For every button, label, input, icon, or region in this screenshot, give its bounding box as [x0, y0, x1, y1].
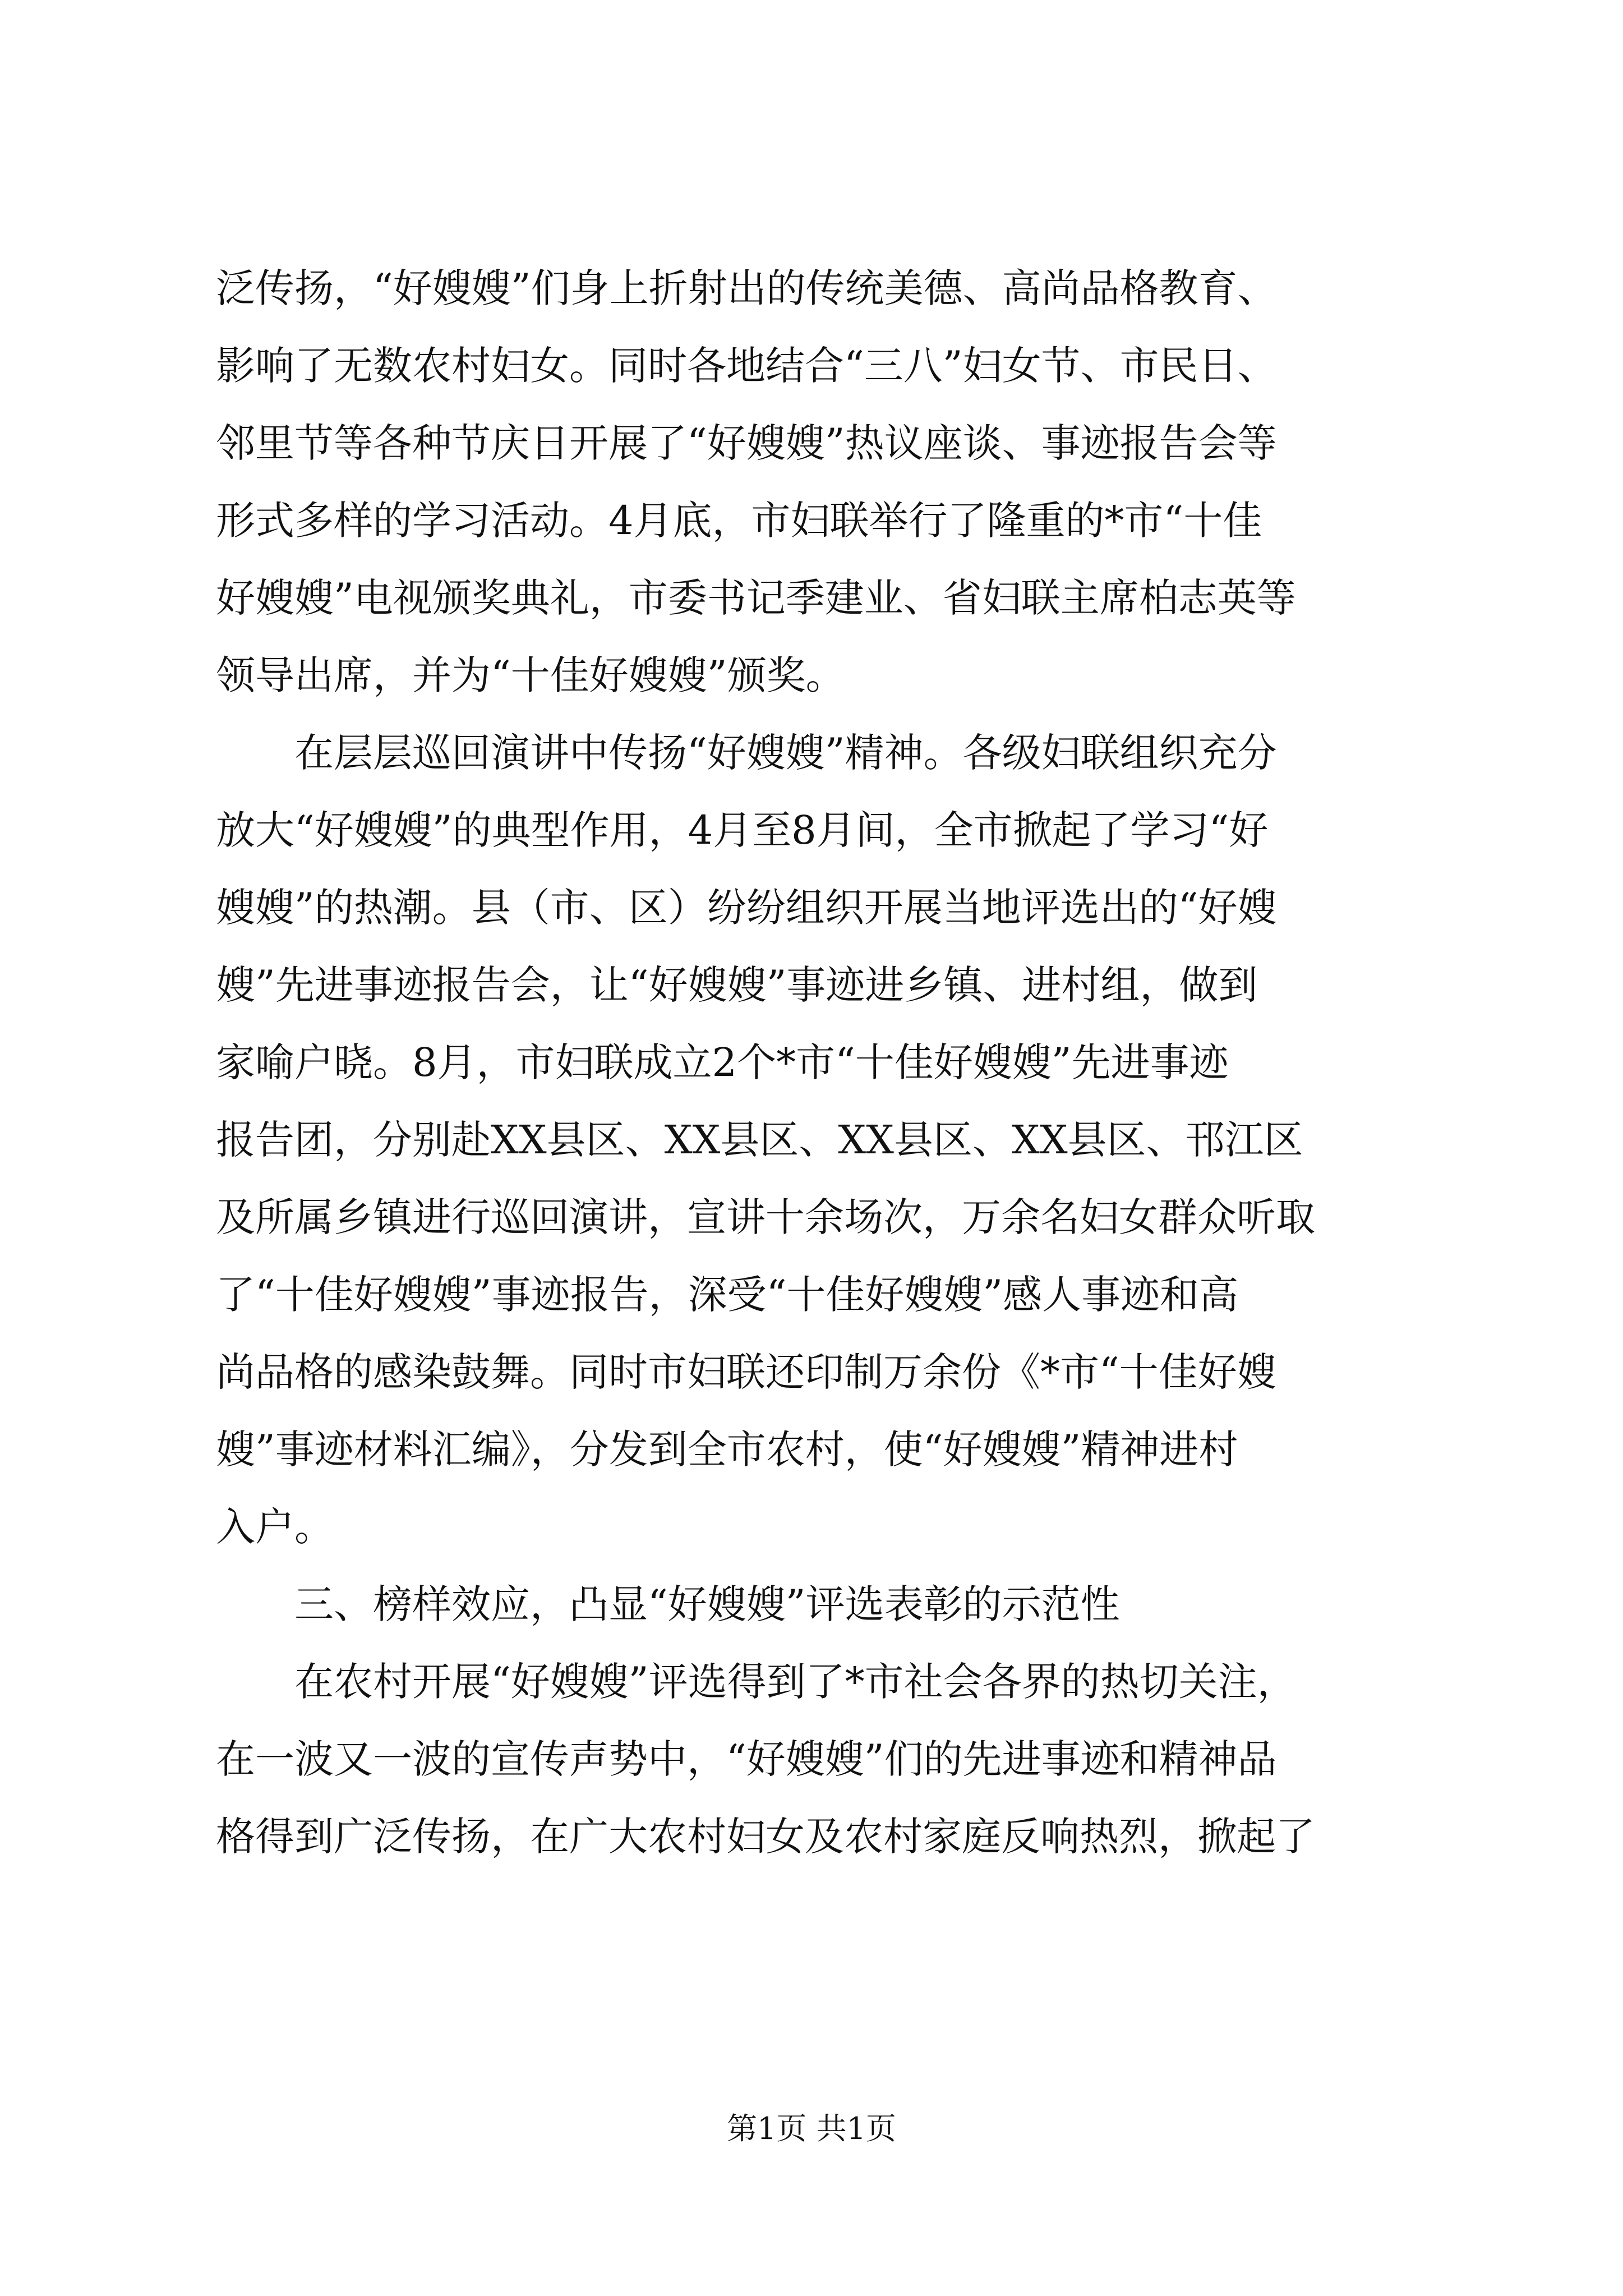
- text-line: 在层层巡回演讲中传扬“好嫂嫂”精神。各级妇联组织充分: [216, 730, 1277, 776]
- text-line: 嫂”事迹材料汇编》，分发到全市农村，使“好嫂嫂”精神进村: [216, 1427, 1238, 1473]
- text-line: 领导出席，并为“十佳好嫂嫂”颁奖。: [216, 652, 845, 698]
- text-line: 影响了无数农村妇女。同时各地结合“三八”妇女节、市民日、: [216, 343, 1277, 389]
- text-line: 格得到广泛传扬，在广大农村妇女及农村家庭反响热烈，掀起了: [216, 1814, 1315, 1860]
- text-line: 形式多样的学习活动。4月底，市妇联举行了隆重的*市“十佳: [216, 498, 1262, 544]
- text-line: 好嫂嫂”电视颁奖典礼，市委书记季建业、省妇联主席柏志英等: [216, 575, 1296, 621]
- text-line: 邻里节等各种节庆日开展了“好嫂嫂”热议座谈、事迹报告会等: [216, 420, 1277, 466]
- section-heading: 三、榜样效应，凸显“好嫂嫂”评选表彰的示范性: [216, 1581, 1120, 1627]
- text-line: 报告团，分别赴XX县区、XX县区、XX县区、XX县区、邗江区: [216, 1117, 1303, 1163]
- text-line: 尚品格的感染鼓舞。同时市妇联还印制万余份《*市“十佳好嫂: [216, 1349, 1276, 1395]
- page-number: 第1页 共1页: [727, 2111, 896, 2146]
- text-line: 家喻户晓。8月，市妇联成立2个*市“十佳好嫂嫂”先进事迹: [216, 1039, 1229, 1085]
- document-body: [216, 250, 1427, 1875]
- text-line: 在一波又一波的宣传声势中，“好嫂嫂”们的先进事迹和精神品: [216, 1736, 1277, 1782]
- text-line: 了“十佳好嫂嫂”事迹报告，深受“十佳好嫂嫂”感人事迹和高: [216, 1272, 1239, 1318]
- text-line: 嫂嫂”的热潮。县（市、区）纷纷组织开展当地评选出的“好嫂: [216, 885, 1277, 931]
- text-line: 入户。: [216, 1504, 334, 1550]
- page-footer: [0, 2109, 1623, 2148]
- text-line: 泛传扬，“好嫂嫂”们身上折射出的传统美德、高尚品格教育、: [216, 265, 1277, 311]
- text-line: 在农村开展“好嫂嫂”评选得到了*市社会各界的热切关注，: [216, 1659, 1297, 1705]
- text-line: 及所属乡镇进行巡回演讲，宣讲十余场次，万余名妇女群众听取: [216, 1194, 1315, 1240]
- text-line: 放大“好嫂嫂”的典型作用，4月至8月间，全市掀起了学习“好: [216, 807, 1269, 853]
- text-line: 嫂”先进事迹报告会，让“好嫂嫂”事迹进乡镇、进村组，做到: [216, 962, 1258, 1008]
